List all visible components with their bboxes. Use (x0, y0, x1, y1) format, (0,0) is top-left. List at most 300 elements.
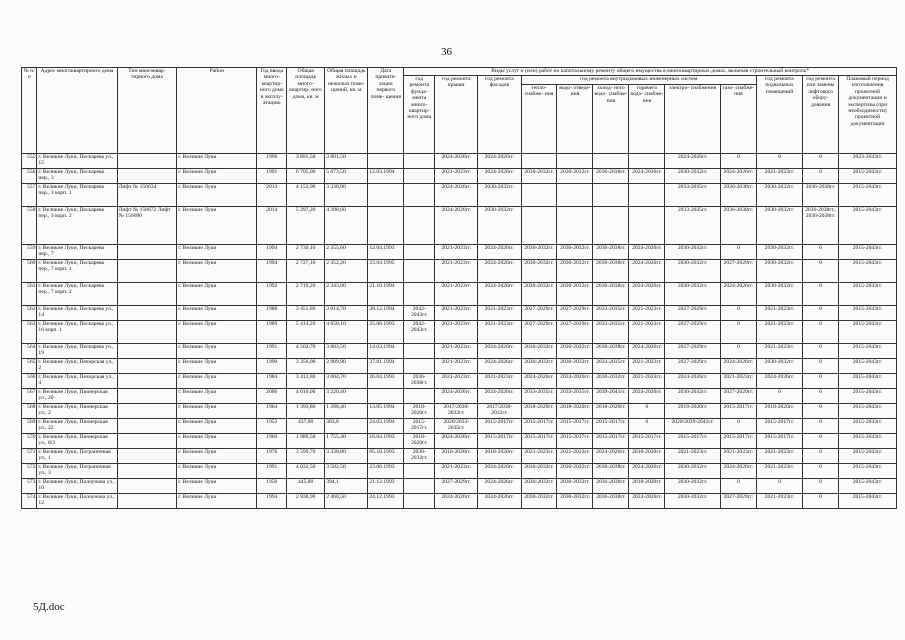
cell-year: 1994 (257, 494, 287, 509)
cell-lift: 0 (803, 344, 839, 359)
cell-roof: 2027-2029гг. (435, 479, 478, 494)
cell-num: 573 (22, 479, 37, 494)
cell-water-disposal: 2030-2032гг. (557, 359, 593, 374)
col-water-disposal: водо- отведе- ния (557, 85, 593, 154)
cell-electric: 2020/2039-2041гг. (665, 419, 721, 434)
cell-priv-date (368, 184, 404, 207)
cell-electric: 2030-2032гг. (665, 464, 721, 479)
cell-water-disposal: 2030-2032гг. (557, 283, 593, 306)
cell-address: г. Великие Луки, Пескарева ул., 16 корп. 1 (37, 321, 117, 344)
cell-num: 558 (22, 207, 37, 245)
table-row (22, 494, 897, 509)
cell-res-area: 2 352,20 (325, 260, 368, 283)
col-priv-date: Дата привати- зации первого поме- щения (368, 68, 404, 154)
cell-facade: 2017/2030-2032гг. (478, 404, 521, 419)
cell-cold-water: 2036-2038гг. (593, 344, 629, 359)
cell-basement: 0 (756, 154, 802, 169)
cell-roof: 2021-2023гг. (435, 344, 478, 359)
cell-heat: 2030-2032гг. (521, 479, 557, 494)
cell-heat: 2015-2017гг. (521, 434, 557, 449)
cell-lift: 0 (803, 321, 839, 344)
cell-foundation (404, 464, 435, 479)
cell-total-area: 2 719,20 (287, 283, 325, 306)
cell-cold-water: 2018-2020гг. (593, 404, 629, 419)
cell-total-area: 3 356,00 (287, 359, 325, 374)
cell-total-area: 1 989,50 (287, 434, 325, 449)
cell-hot-water: 2024-2026гг. (629, 464, 665, 479)
cell-num: 559 (22, 245, 37, 260)
cell-facade: 2024-2026гг. (478, 260, 521, 283)
cell-foundation (404, 154, 435, 169)
cell-hot-water: 2024-2026гг. (629, 245, 665, 260)
cell-total-area: 4 032,50 (287, 464, 325, 479)
col-roof: год ремонта крыши (435, 76, 478, 154)
cell-water-disposal: 2015-2017гг. (557, 434, 593, 449)
cell-basement: 2015-2017гг. (756, 419, 802, 434)
cell-priv-date: 14.03.1994 (368, 344, 404, 359)
cell-gas: 2021-2023гг. (720, 374, 756, 389)
cell-foundation (404, 245, 435, 260)
cell-roof: 2021-2023гг. (435, 374, 478, 389)
col-total-area: Общая площадь много- квартир- ного дома, кв. м (287, 68, 325, 154)
table-row (22, 449, 897, 464)
table-row (22, 359, 897, 374)
cell-res-area: 2 460,50 (325, 494, 368, 509)
cell-priv-date: 05.10.1993 (368, 449, 404, 464)
cell-total-area: 5 297,20 (287, 207, 325, 245)
cell-priv-date: 26.04.1993 (368, 374, 404, 389)
cell-water-disposal: 2033-2035гг. (557, 389, 593, 404)
cell-district: г. Великие Луки (177, 359, 257, 374)
cell-year: 1991 (257, 169, 287, 184)
cell-year: 1964 (257, 404, 287, 419)
cell-district: г. Великие Луки (177, 245, 257, 260)
cell-type (117, 404, 177, 419)
col-facade: год ремонта фасадов (478, 76, 521, 154)
cell-priv-date: 12.04.1993 (368, 245, 404, 260)
cell-basement: 2018-2020гг. (756, 404, 802, 419)
cell-type: Лифт № 156634 (117, 184, 177, 207)
cell-address: г. Великие Луки, Пограничная ул., 3 (37, 464, 117, 479)
cell-hot-water: 2024-2026гг. (629, 169, 665, 184)
table-row (22, 419, 897, 434)
cell-num: 555 (22, 154, 37, 169)
cell-water-disposal: 2015-2017гг. (557, 419, 593, 434)
cell-district: г. Великие Луки (177, 260, 257, 283)
cell-address: г. Великие Луки, Пескарева ул., 14 (37, 306, 117, 321)
cell-foundation: 2036-2038гг. (404, 374, 435, 389)
table-row (22, 184, 897, 207)
cell-basement: 2021-2023гг. (756, 169, 802, 184)
cell-electric: 2030-2032гг. (665, 245, 721, 260)
cell-res-area: 3 330,90 (325, 184, 368, 207)
cell-address: г. Великие Луки, Пескарева пер., 3 корп. 1 (37, 184, 117, 207)
col-gas: газо- снабже- ния (720, 85, 756, 154)
cell-priv-date (368, 389, 404, 404)
cell-type (117, 419, 177, 434)
cell-type (117, 494, 177, 509)
cell-cold-water: 2033-2035гг. (593, 359, 629, 374)
cell-heat: 2030-2032гг. (521, 283, 557, 306)
cell-total-area: 5 414,20 (287, 321, 325, 344)
cell-foundation (404, 344, 435, 359)
cell-address: г. Великие Луки, Пескарева пер., 7 корп. 1 (37, 260, 117, 283)
cell-project: 2015-2043гг. (839, 479, 897, 494)
cell-gas: 2027-2029гг. (720, 494, 756, 509)
cell-foundation (404, 389, 435, 404)
cell-hot-water: 0 (629, 419, 665, 434)
cell-year: 1990 (257, 359, 287, 374)
cell-num: 572 (22, 464, 37, 479)
cell-type (117, 344, 177, 359)
cell-project: 2015-2043гг. (839, 389, 897, 404)
cell-year: 1989 (257, 321, 287, 344)
table-row (22, 321, 897, 344)
cell-gas: 0 (720, 321, 756, 344)
col-foundation: год ремонта фунда- мента много- квартир- ного дома (404, 76, 435, 154)
cell-address: г. Великие Луки, Пескарева пер., 3 (37, 169, 117, 184)
cell-year: 1994 (257, 245, 287, 260)
cell-hot-water: 2024-2026гг. (629, 283, 665, 306)
cell-water-disposal: 2027-2029гг. (557, 306, 593, 321)
cell-water-disposal (557, 207, 593, 245)
cell-hot-water: 2021-2023гг. (629, 321, 665, 344)
cell-roof: 2021-2023гг. (435, 245, 478, 260)
cell-facade: 2021-2023гг. (478, 306, 521, 321)
cell-heat: 2021-2023гг. (521, 449, 557, 464)
cell-res-area: 394,1 (325, 479, 368, 494)
cell-res-area: 2 343,00 (325, 283, 368, 306)
cell-heat: 2018-2020гг. (521, 404, 557, 419)
cell-basement: 2030-2032гг. (756, 283, 802, 306)
col-district: Район (177, 68, 257, 154)
cell-gas: 2015-2017гг. (720, 404, 756, 419)
cell-address: г. Великие Луки, Пескарева ул., 15 (37, 154, 117, 169)
cell-foundation (404, 283, 435, 306)
cell-project: 2015-2043гг. (839, 306, 897, 321)
cell-water-disposal: 2030-2032гг. (557, 245, 593, 260)
table-row (22, 154, 897, 169)
cell-address: г. Великие Луки, Пескарева пер., 7 корп. 2 (37, 283, 117, 306)
cell-facade: 2021-2023гг. (478, 374, 521, 389)
cell-cold-water: 2036-2038гг. (593, 169, 629, 184)
footer-filename: 5Д.doc (33, 601, 65, 613)
cell-lift: 0 (803, 479, 839, 494)
cell-lift: 0 (803, 389, 839, 404)
cell-priv-date (368, 154, 404, 169)
cell-priv-date: 23.06.1993 (368, 464, 404, 479)
cell-water-disposal: 2030-2032гг. (557, 479, 593, 494)
cell-type (117, 464, 177, 479)
col-num: № п/п (22, 68, 37, 154)
cell-cold-water: 2033-2035гг. (593, 321, 629, 344)
cell-electric: 2027-2029гг. (665, 344, 721, 359)
cell-total-area: 6 705,00 (287, 169, 325, 184)
cell-facade: 2018-2020гг. (478, 449, 521, 464)
cell-cold-water: 2036-2038гг. (593, 494, 629, 509)
cell-district: г. Великие Луки (177, 389, 257, 404)
cell-roof: 2021-2023гг. (435, 321, 478, 344)
cell-lift: 2036-2038гг., 2036-2038гг. (803, 207, 839, 245)
cell-cold-water: 2039-2041гг. (593, 389, 629, 404)
cell-total-area: 3 599,70 (287, 449, 325, 464)
table-row (22, 434, 897, 449)
col-electric: электро- снабжения (665, 85, 721, 154)
table-row (22, 464, 897, 479)
cell-year: 1960 (257, 434, 287, 449)
cell-foundation: 2042-2043гг. (404, 306, 435, 321)
cell-res-area: 5 673,50 (325, 169, 368, 184)
capital-repair-table (21, 67, 897, 509)
cell-type: Лифт № 156672 Лифт № 156690 (117, 207, 177, 245)
cell-cold-water: 2015-2017гг. (593, 434, 629, 449)
cell-type (117, 154, 177, 169)
cell-facade: 2021-2023гг. (478, 321, 521, 344)
cell-gas: 0 (720, 154, 756, 169)
cell-hot-water: 2015-2017гг. (629, 434, 665, 449)
cell-foundation (404, 184, 435, 207)
cell-facade: 2030-2032гг. (478, 184, 521, 207)
cell-heat: 2027-2029гг. (521, 306, 557, 321)
cell-num: 571 (22, 449, 37, 464)
cell-hot-water (629, 154, 665, 169)
cell-hot-water: 2024-2026гг. (629, 260, 665, 283)
cell-project: 2015-2043гг. (839, 207, 897, 245)
cell-gas: 2015-2017гг. (720, 434, 756, 449)
cell-district: г. Великие Луки (177, 344, 257, 359)
cell-electric: 2027-2029гг. (665, 359, 721, 374)
cell-hot-water (629, 207, 665, 245)
cell-heat: 2030-2032гг. (521, 359, 557, 374)
cell-res-area: 4 658,10 (325, 321, 368, 344)
cell-num: 567 (22, 389, 37, 404)
cell-type (117, 359, 177, 374)
cell-type (117, 479, 177, 494)
cell-res-area: 2 355,60 (325, 245, 368, 260)
cell-cold-water: 2036-2038гг. (593, 283, 629, 306)
cell-basement: 2021-2023гг. (756, 449, 802, 464)
cell-water-disposal (557, 184, 593, 207)
cell-facade: 2015-2017гг. (478, 434, 521, 449)
cell-project: 2015-2043гг. (839, 449, 897, 464)
col-project: Плановый период изготовления проектной документации и экспертизы (при необходимости) проектной документации (839, 76, 897, 154)
cell-total-area: 3 451,80 (287, 306, 325, 321)
cell-year: 1996 (257, 154, 287, 169)
cell-num: 562 (22, 306, 37, 321)
cell-heat (521, 154, 557, 169)
cell-gas: 2021-2023гг. (720, 449, 756, 464)
cell-cold-water: 2036-2038гг. (593, 479, 629, 494)
table-row (22, 374, 897, 389)
cell-electric: 2015-2017гг. (665, 434, 721, 449)
cell-year: 1988 (257, 306, 287, 321)
cell-priv-date: 12.03.1994 (368, 169, 404, 184)
cell-district: г. Великие Луки (177, 434, 257, 449)
cell-num: 557 (22, 184, 37, 207)
cell-type (117, 306, 177, 321)
cell-res-area: 383,8 (325, 419, 368, 434)
cell-hot-water: 2024-2026гг. (629, 494, 665, 509)
cell-water-disposal: 2030-2032гг. (557, 494, 593, 509)
cell-year: 1953 (257, 419, 287, 434)
cell-foundation: 2018-2020гг. (404, 404, 435, 419)
cell-electric: 2030-2032гг. (665, 260, 721, 283)
cell-num: 570 (22, 434, 37, 449)
cell-electric: 2030-2032гг. (665, 283, 721, 306)
cell-foundation (404, 494, 435, 509)
cell-electric: 2027-2029гг. (665, 321, 721, 344)
cell-lift: 0 (803, 434, 839, 449)
cell-heat: 2030-2032гг. (521, 464, 557, 479)
cell-district: г. Великие Луки (177, 404, 257, 419)
cell-roof: 2021-2023гг. (435, 359, 478, 374)
cell-gas: 2036-2038гг. (720, 184, 756, 207)
cell-hot-water: 0 (629, 404, 665, 419)
cell-water-disposal: 2030-2032гг. (557, 344, 593, 359)
cell-res-area: 2 989,90 (325, 359, 368, 374)
cell-address: г. Великие Луки, Печорская ул., 4 (37, 374, 117, 389)
cell-year: 2014 (257, 207, 287, 245)
cell-electric: 2024-2026гг. (665, 374, 721, 389)
cell-lift: 0 (803, 154, 839, 169)
cell-res-area: 3 014,70 (325, 306, 368, 321)
cell-gas: 0 (720, 344, 756, 359)
cell-gas: 0 (720, 245, 756, 260)
cell-cold-water: 2024-2026гг. (593, 449, 629, 464)
cell-total-area: 437,80 (287, 419, 325, 434)
cell-facade: 2024-2026гг. (478, 283, 521, 306)
cell-gas: 2036-2038гг. (720, 207, 756, 245)
cell-num: 568 (22, 404, 37, 419)
cell-address: г. Великие Луки, Пограничная ул., 1 (37, 449, 117, 464)
cell-district: г. Великие Луки (177, 169, 257, 184)
cell-address: г. Великие Луки, Пионерская ул., 8/3 (37, 434, 117, 449)
cell-basement: 2021-2023гг. (756, 306, 802, 321)
cell-res-area: 3 330,80 (325, 449, 368, 464)
cell-gas: 0 (720, 419, 756, 434)
cell-priv-date: 24.12.1993 (368, 494, 404, 509)
cell-water-disposal: 2030-2032гг. (557, 169, 593, 184)
col-address: Адрес многоквартирного дома (37, 68, 117, 154)
cell-water-disposal (557, 154, 593, 169)
cell-basement: 2030-2032гг. (756, 260, 802, 283)
cell-gas: 2024-2026гг. (720, 169, 756, 184)
cell-water-disposal: 2024-2026гг. (557, 374, 593, 389)
cell-water-disposal: 2030-2032гг. (557, 260, 593, 283)
cell-address: г. Великие Луки, Пионерская ул., 20 (37, 389, 117, 404)
cell-heat: 2030-2032гг. (521, 260, 557, 283)
cell-cold-water: 2036-2038гг. (593, 245, 629, 260)
cell-address: г. Великие Луки, Полоунова ул., 12 (37, 494, 117, 509)
col-basement: год ремонта подвальных помещений (756, 76, 802, 154)
cell-total-area: 445,80 (287, 479, 325, 494)
table-header (22, 68, 897, 154)
cell-foundation (404, 260, 435, 283)
cell-address: г. Великие Луки, Пескарева ул., 19 (37, 344, 117, 359)
cell-foundation (404, 359, 435, 374)
cell-facade: 2024-2026гг. (478, 154, 521, 169)
cell-priv-date (368, 207, 404, 245)
cell-priv-date: 24.03.1994 (368, 419, 404, 434)
cell-cold-water: 2036-2038гг. (593, 464, 629, 479)
cell-foundation (404, 479, 435, 494)
cell-address: г. Великие Луки, Печорская ул., 2 (37, 359, 117, 374)
cell-heat: 2024-2026гг. (521, 374, 557, 389)
cell-lift: 0 (803, 245, 839, 260)
cell-lift: 2036-2038гг. (803, 184, 839, 207)
table-row (22, 389, 897, 404)
cell-project: 2015-2043гг. (839, 169, 897, 184)
cell-district: г. Великие Луки (177, 184, 257, 207)
cell-facade: 2024-2026гг. (478, 359, 521, 374)
cell-project: 2015-2043гг. (839, 464, 897, 479)
cell-district: г. Великие Луки (177, 207, 257, 245)
cell-electric: 2030-2032гг. (665, 169, 721, 184)
table-row (22, 260, 897, 283)
cell-heat: 2030-2032гг. (521, 169, 557, 184)
page-number: 36 (441, 46, 452, 58)
table-row (22, 344, 897, 359)
cell-basement: 2021-2023гг. (756, 321, 802, 344)
cell-num: 561 (22, 283, 37, 306)
cell-district: г. Великие Луки (177, 494, 257, 509)
table-row (22, 207, 897, 245)
col-heat: тепло- снабже- ния (521, 85, 557, 154)
cell-year: 2013 (257, 184, 287, 207)
cell-type (117, 245, 177, 260)
cell-res-area: 3 004,70 (325, 374, 368, 389)
cell-address: г. Великие Луки, Пескарева пер., 7 (37, 245, 117, 260)
cell-basement: 2030-2032гг. (756, 207, 802, 245)
cell-res-area: 3 220,40 (325, 389, 368, 404)
cell-year: 2006 (257, 389, 287, 404)
cell-lift: 0 (803, 306, 839, 321)
cell-priv-date: 21.10.1994 (368, 283, 404, 306)
cell-roof: 2024-2026гг. (435, 494, 478, 509)
cell-water-disposal: 2018-2020гг. (557, 404, 593, 419)
cell-lift: 0 (803, 404, 839, 419)
cell-facade: 2024-2026гг. (478, 389, 521, 404)
cell-year: 1976 (257, 449, 287, 464)
cell-lift: 0 (803, 374, 839, 389)
cell-hot-water: 2021-2023гг. (629, 306, 665, 321)
cell-roof: 2021-2023гг. (435, 260, 478, 283)
cell-heat (521, 207, 557, 245)
cell-total-area: 4 502,70 (287, 344, 325, 359)
cell-project: 2015-2043гг. (839, 283, 897, 306)
cell-project: 2015-2043гг. (839, 245, 897, 260)
cell-district: г. Великие Луки (177, 283, 257, 306)
cell-year: 1992 (257, 283, 287, 306)
cell-electric: 2021-2023гг. (665, 449, 721, 464)
cell-res-area: 3 883,50 (325, 344, 368, 359)
cell-res-area: 3 582,50 (325, 464, 368, 479)
cell-district: г. Великие Луки (177, 479, 257, 494)
cell-total-area: 2 838,90 (287, 494, 325, 509)
cell-project: 2015-2043гг. (839, 494, 897, 509)
cell-cold-water (593, 154, 629, 169)
cell-roof: 2024-2026гг. (435, 207, 478, 245)
cell-roof: 2024-2026гг. (435, 184, 478, 207)
cell-type (117, 169, 177, 184)
cell-type (117, 374, 177, 389)
systems-group-header: год ремонта внутридомовых инженерных систем (521, 76, 756, 85)
cell-project: 2015-2043гг. (839, 404, 897, 419)
cell-roof: 2021-2023гг. (435, 306, 478, 321)
cell-lift: 0 (803, 449, 839, 464)
cell-total-area: 4 153,90 (287, 184, 325, 207)
cell-gas: 2024-2026гг. (720, 359, 756, 374)
